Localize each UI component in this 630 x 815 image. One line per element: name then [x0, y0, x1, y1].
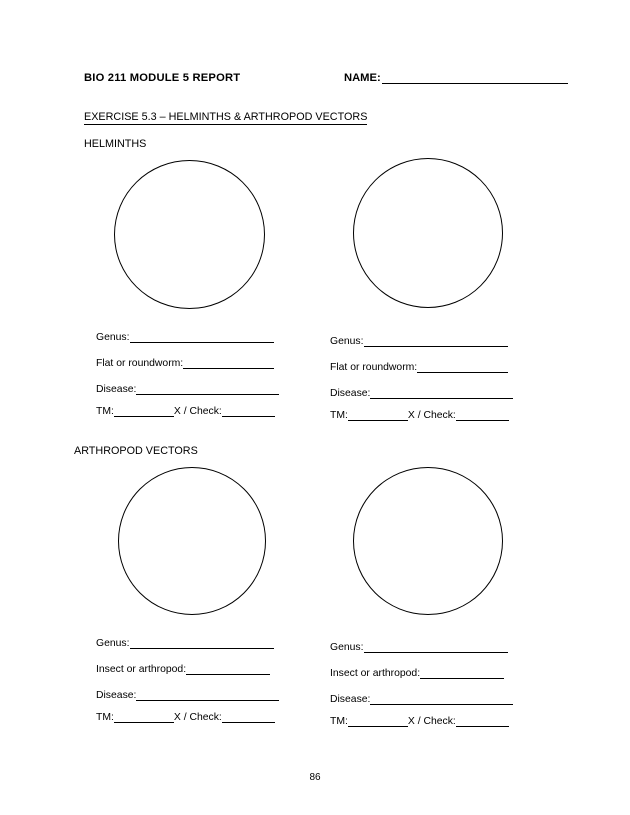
field-row-tm-check [96, 395, 279, 417]
field-row-worm-type [96, 343, 279, 369]
field-label-tm: TM: [330, 716, 348, 727]
field-label-genus: Genus: [330, 336, 364, 347]
specimen-drawing-circle-4[interactable] [353, 467, 503, 615]
field-label-tm: TM: [96, 406, 114, 417]
name-field [344, 72, 568, 84]
field-rule-genus[interactable] [130, 331, 274, 343]
field-label-arthropod-type: Insect or arthropod: [96, 664, 187, 675]
specimen-fields-4 [330, 627, 513, 727]
section-heading-helminths: HELMINTHS [84, 138, 147, 150]
field-rule-genus[interactable] [364, 335, 508, 347]
field-row-disease [96, 369, 279, 395]
name-label: NAME: [344, 72, 381, 84]
field-rule-tm[interactable] [348, 409, 408, 421]
field-label-check: X / Check: [407, 716, 456, 727]
field-row-genus [96, 317, 279, 343]
field-row-genus [96, 623, 279, 649]
specimen-drawing-circle-1[interactable] [114, 160, 265, 309]
field-rule-genus[interactable] [130, 637, 274, 649]
field-label-genus: Genus: [330, 642, 364, 653]
field-row-tm-check [96, 701, 279, 723]
field-rule-tm[interactable] [114, 405, 174, 417]
field-label-disease: Disease: [96, 690, 137, 701]
field-label-check: X / Check: [173, 406, 222, 417]
field-label-check: X / Check: [173, 712, 222, 723]
field-rule-tm[interactable] [114, 711, 174, 723]
field-rule-arthropod-type[interactable] [186, 663, 270, 675]
field-label-disease: Disease: [330, 694, 371, 705]
field-label-genus: Genus: [96, 332, 130, 343]
field-row-disease [330, 373, 513, 399]
field-row-genus [330, 627, 513, 653]
field-rule-worm-type[interactable] [183, 357, 274, 369]
field-rule-check[interactable] [222, 711, 275, 723]
field-row-disease [330, 679, 513, 705]
field-rule-disease[interactable] [136, 383, 279, 395]
field-rule-check[interactable] [456, 715, 509, 727]
field-row-disease [96, 675, 279, 701]
field-label-tm: TM: [330, 410, 348, 421]
field-label-check: X / Check: [407, 410, 456, 421]
page-title: BIO 211 MODULE 5 REPORT [84, 72, 241, 84]
field-label-worm-type: Flat or roundworm: [96, 358, 184, 369]
field-label-worm-type: Flat or roundworm: [330, 362, 418, 373]
field-rule-tm[interactable] [348, 715, 408, 727]
field-rule-arthropod-type[interactable] [420, 667, 504, 679]
specimen-fields-1 [96, 317, 279, 417]
specimen-fields-3 [96, 623, 279, 723]
page-number: 86 [309, 772, 321, 783]
field-rule-check[interactable] [456, 409, 509, 421]
field-rule-check[interactable] [222, 405, 275, 417]
field-row-arthropod-type [96, 649, 279, 675]
field-rule-genus[interactable] [364, 641, 508, 653]
exercise-heading: EXERCISE 5.3 – HELMINTHS & ARTHROPOD VECTORS [84, 111, 368, 123]
field-rule-disease[interactable] [370, 387, 513, 399]
field-row-tm-check [330, 399, 513, 421]
specimen-fields-2 [330, 321, 513, 421]
field-rule-disease[interactable] [370, 693, 513, 705]
field-row-arthropod-type [330, 653, 513, 679]
field-row-worm-type [330, 347, 513, 373]
field-label-disease: Disease: [96, 384, 137, 395]
field-rule-worm-type[interactable] [417, 361, 508, 373]
specimen-drawing-circle-2[interactable] [353, 158, 503, 308]
field-label-disease: Disease: [330, 388, 371, 399]
section-heading-arthropod-vectors: ARTHROPOD VECTORS [74, 445, 198, 457]
field-label-tm: TM: [96, 712, 114, 723]
field-row-tm-check [330, 705, 513, 727]
specimen-drawing-circle-3[interactable] [118, 467, 266, 615]
name-write-in-rule[interactable] [382, 72, 568, 84]
field-label-genus: Genus: [96, 638, 130, 649]
field-rule-disease[interactable] [136, 689, 279, 701]
field-label-arthropod-type: Insect or arthropod: [330, 668, 421, 679]
field-row-genus [330, 321, 513, 347]
